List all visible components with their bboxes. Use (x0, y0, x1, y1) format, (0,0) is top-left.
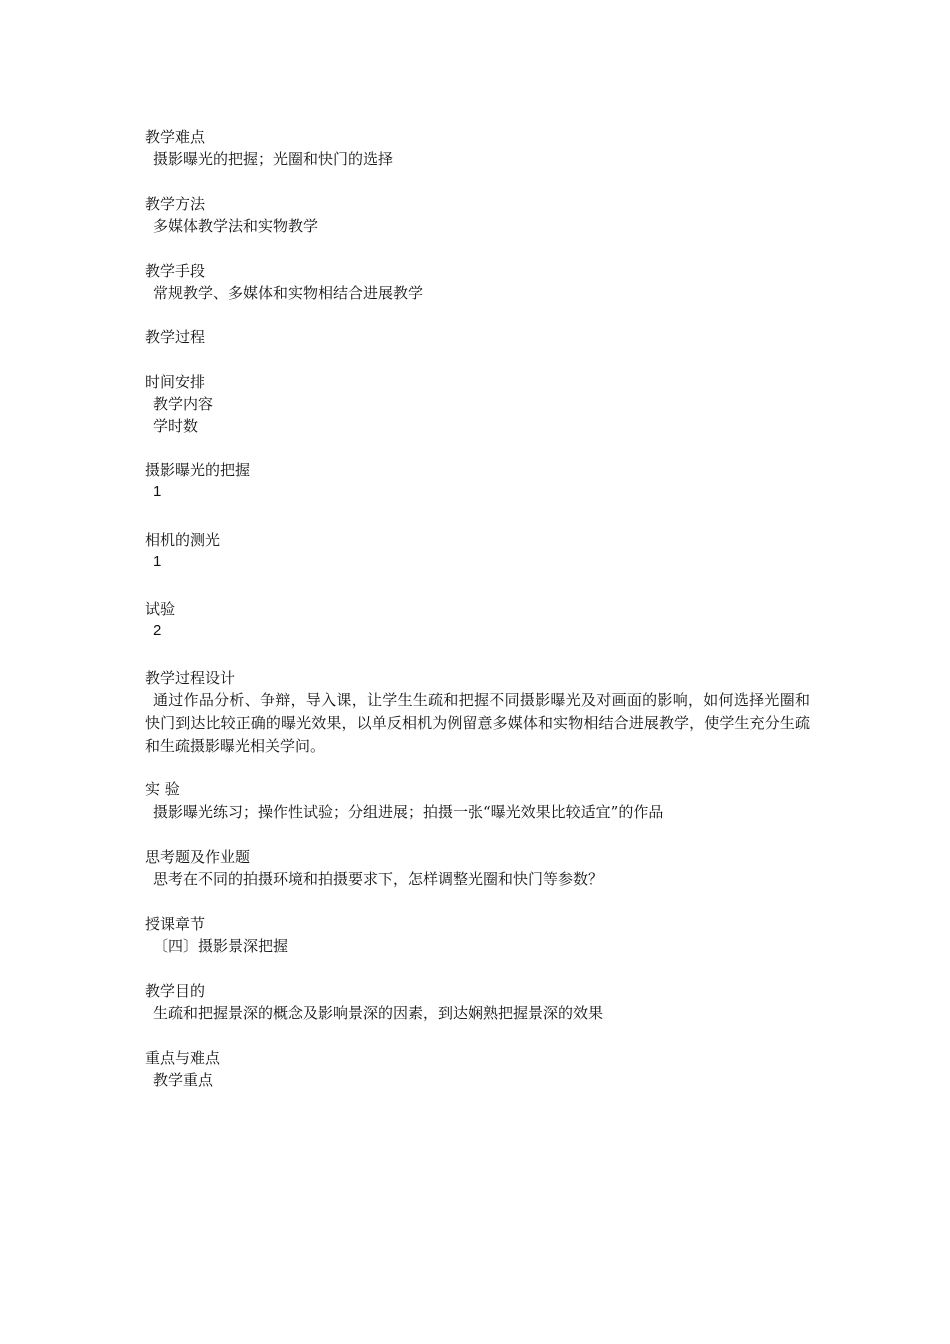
schedule-row-content: 试验 (145, 600, 176, 618)
experiment-heading: 实 验 (145, 780, 180, 798)
process-heading: 教学过程 (145, 328, 206, 346)
homework-body: 思考在不同的拍摄环境和拍摄要求下，怎样调整光圈和快门等参数？ (153, 870, 604, 888)
difficulty-heading: 教学难点 (145, 128, 206, 146)
method-body: 多媒体教学法和实物教学 (153, 217, 319, 235)
objective-heading: 教学目的 (145, 982, 206, 1000)
schedule-row-hours: 1 (153, 483, 162, 500)
design-heading: 教学过程设计 (145, 669, 236, 687)
homework-heading: 思考题及作业题 (145, 848, 251, 866)
means-body: 常规教学、多媒体和实物相结合进展教学 (153, 284, 424, 302)
schedule-col-content: 教学内容 (153, 395, 214, 413)
schedule-col-hours: 学时数 (153, 417, 199, 435)
design-body: 通过作品分析、争辩，导入课，让学生生疏和把握不同摄影曝光及对画面的影响，如何选择光圈和快门到达比较正确的曝光效果，以单反相机为例留意多媒体和实物相结合进展教学，使学生充分生疏和生疏摄影曝光相关学问。 (145, 691, 810, 755)
method-heading: 教学方法 (145, 195, 206, 213)
schedule-row-hours: 1 (153, 553, 162, 570)
chapter-heading: 授课章节 (145, 915, 206, 933)
chapter-body: 〔四〕摄影景深把握 (153, 937, 289, 955)
schedule-row-content: 摄影曝光的把握 (145, 461, 251, 479)
schedule-heading: 时间安排 (145, 373, 206, 391)
experiment-body: 摄影曝光练习；操作性试验；分组进展；拍摄一张“曝光效果比较适宜”的作品 (153, 803, 664, 821)
difficulty-body: 摄影曝光的把握；光圈和快门的选择 (153, 150, 394, 168)
key-points-heading: 重点与难点 (145, 1049, 221, 1067)
means-heading: 教学手段 (145, 262, 206, 280)
schedule-row-hours: 2 (153, 622, 162, 639)
schedule-row-content: 相机的测光 (145, 531, 221, 549)
objective-body: 生疏和把握景深的概念及影响景深的因素，到达娴熟把握景深的效果 (153, 1004, 604, 1022)
key-points-body: 教学重点 (153, 1071, 214, 1089)
